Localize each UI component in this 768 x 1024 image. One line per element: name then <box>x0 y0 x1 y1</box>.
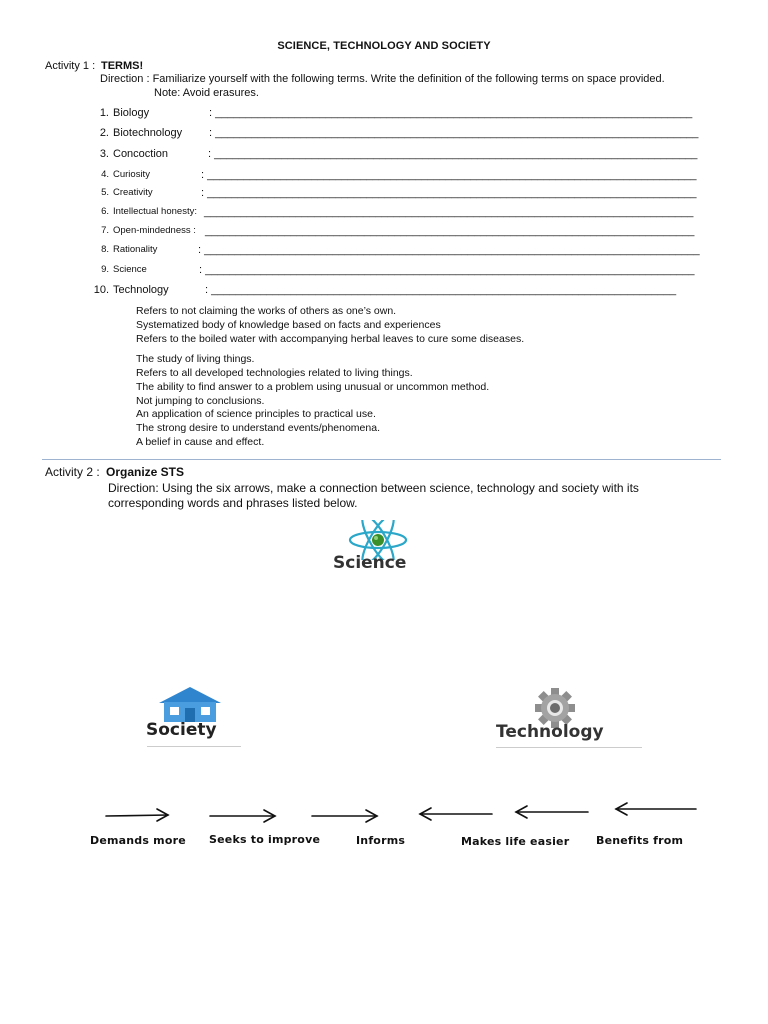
answer-blank[interactable]: ____________________________________________________________________________ <box>211 284 677 296</box>
answer-blank[interactable]: ________________________________________________________________________________ <box>207 169 697 181</box>
term-number: 5. <box>101 187 109 198</box>
phrase-informs[interactable]: Informs <box>356 834 406 847</box>
definition-item: Systematized body of knowledge based on facts and experiences <box>136 319 441 331</box>
house-icon <box>155 686 225 722</box>
page-title: SCIENCE, TECHNOLOGY AND SOCIETY <box>277 40 491 52</box>
term-name: Science <box>113 264 147 275</box>
answer-blank[interactable]: _______________________________________________________________________________ <box>214 148 698 160</box>
activity1-name: TERMS! <box>101 60 144 72</box>
term-number: 7. <box>101 225 109 236</box>
term-number: 6. <box>101 206 109 217</box>
term-separator: : <box>209 107 213 119</box>
answer-blank[interactable]: _______________________________________________________________________________ <box>215 127 699 139</box>
term-separator: : <box>205 284 209 296</box>
term-separator: : <box>201 187 205 199</box>
activity2-name: Organize STS <box>106 465 185 479</box>
answer-blank[interactable]: ________________________________________________________________________________ <box>205 264 695 276</box>
right-arrow-icon[interactable] <box>210 810 275 822</box>
society-label: Society <box>146 720 217 740</box>
term-name: Intellectual honesty: <box>113 206 197 217</box>
term-number: 2. <box>99 127 109 139</box>
right-arrow-icon[interactable] <box>312 810 377 822</box>
activity1-direction: Direction : Familiarize yourself with the following terms. Write the definition of the following terms on space provided. <box>100 73 665 85</box>
term-number: 10. <box>93 284 109 296</box>
definition-item: The study of living things. <box>136 353 255 365</box>
activity2-label: Activity 2 : <box>45 465 100 479</box>
activity2-direction: Direction: Using the six arrows, make a connection between science, technology and society with its corresponding words and phrases listed below. <box>108 481 639 510</box>
activity1-note: Note: Avoid erasures. <box>154 87 259 99</box>
phrase-benefits-from[interactable]: Benefits from <box>596 834 684 847</box>
activity1-label: Activity 1 : <box>45 60 96 72</box>
definition-item: Not jumping to conclusions. <box>136 395 265 407</box>
term-name: Curiosity <box>113 169 150 180</box>
term-separator: : <box>208 148 212 160</box>
definition-item: Refers to all developed technologies related to living things. <box>136 367 413 379</box>
phrase-seeks-to-improve[interactable]: Seeks to improve <box>209 833 321 846</box>
term-separator: : <box>209 127 213 139</box>
definition-item: The strong desire to understand events/phenomena. <box>136 422 380 434</box>
term-name: Open-mindedness : <box>113 225 196 236</box>
term-number: 9. <box>101 264 109 275</box>
term-number: 3. <box>99 148 109 160</box>
term-name: Biology <box>113 107 150 119</box>
term-separator: : <box>199 264 203 276</box>
left-arrow-icon[interactable] <box>420 808 492 820</box>
arrows-row <box>100 800 700 830</box>
term-number: 1. <box>99 107 109 119</box>
section-divider <box>42 459 721 460</box>
right-arrow-icon[interactable] <box>106 809 168 821</box>
society-logo <box>143 686 243 750</box>
term-name: Technology <box>113 284 169 296</box>
technology-logo <box>494 688 644 750</box>
answer-blank[interactable]: ________________________________________________________________________________ <box>205 225 695 237</box>
term-name: Concoction <box>113 148 169 160</box>
left-arrow-icon[interactable] <box>516 806 588 818</box>
term-name: Creativity <box>113 187 153 198</box>
technology-label: Technology <box>496 722 604 742</box>
term-separator: : <box>198 244 202 256</box>
science-logo <box>330 520 426 580</box>
definition-item: A belief in cause and effect. <box>136 436 265 448</box>
term-number: 4. <box>101 169 109 180</box>
phrase-demands-more[interactable]: Demands more <box>90 834 186 847</box>
society-underline <box>147 746 241 747</box>
answer-blank[interactable]: ________________________________________________________________________________ <box>207 187 697 199</box>
answer-blank[interactable]: ________________________________________________________________________________ <box>204 206 694 218</box>
term-number: 8. <box>101 244 109 255</box>
technology-underline <box>496 747 642 748</box>
definition-item: The ability to find answer to a problem using unusual or uncommon method. <box>136 381 490 393</box>
phrase-makes-life-easier[interactable]: Makes life easier <box>461 835 570 848</box>
answer-blank[interactable]: ______________________________________________________________________________ <box>215 107 693 119</box>
term-name: Rationality <box>113 244 158 255</box>
definition-item: Refers to not claiming the works of others as one’s own. <box>136 305 397 317</box>
answer-blank[interactable]: _________________________________________________________________________________ <box>204 244 700 256</box>
left-arrow-icon[interactable] <box>616 803 696 815</box>
term-name: Biotechnology <box>113 127 183 139</box>
definition-item: An application of science principles to practical use. <box>136 408 376 420</box>
science-label: Science <box>333 553 407 573</box>
term-separator: : <box>201 169 205 181</box>
definition-item: Refers to the boiled water with accompanying herbal leaves to cure some diseases. <box>136 333 525 345</box>
